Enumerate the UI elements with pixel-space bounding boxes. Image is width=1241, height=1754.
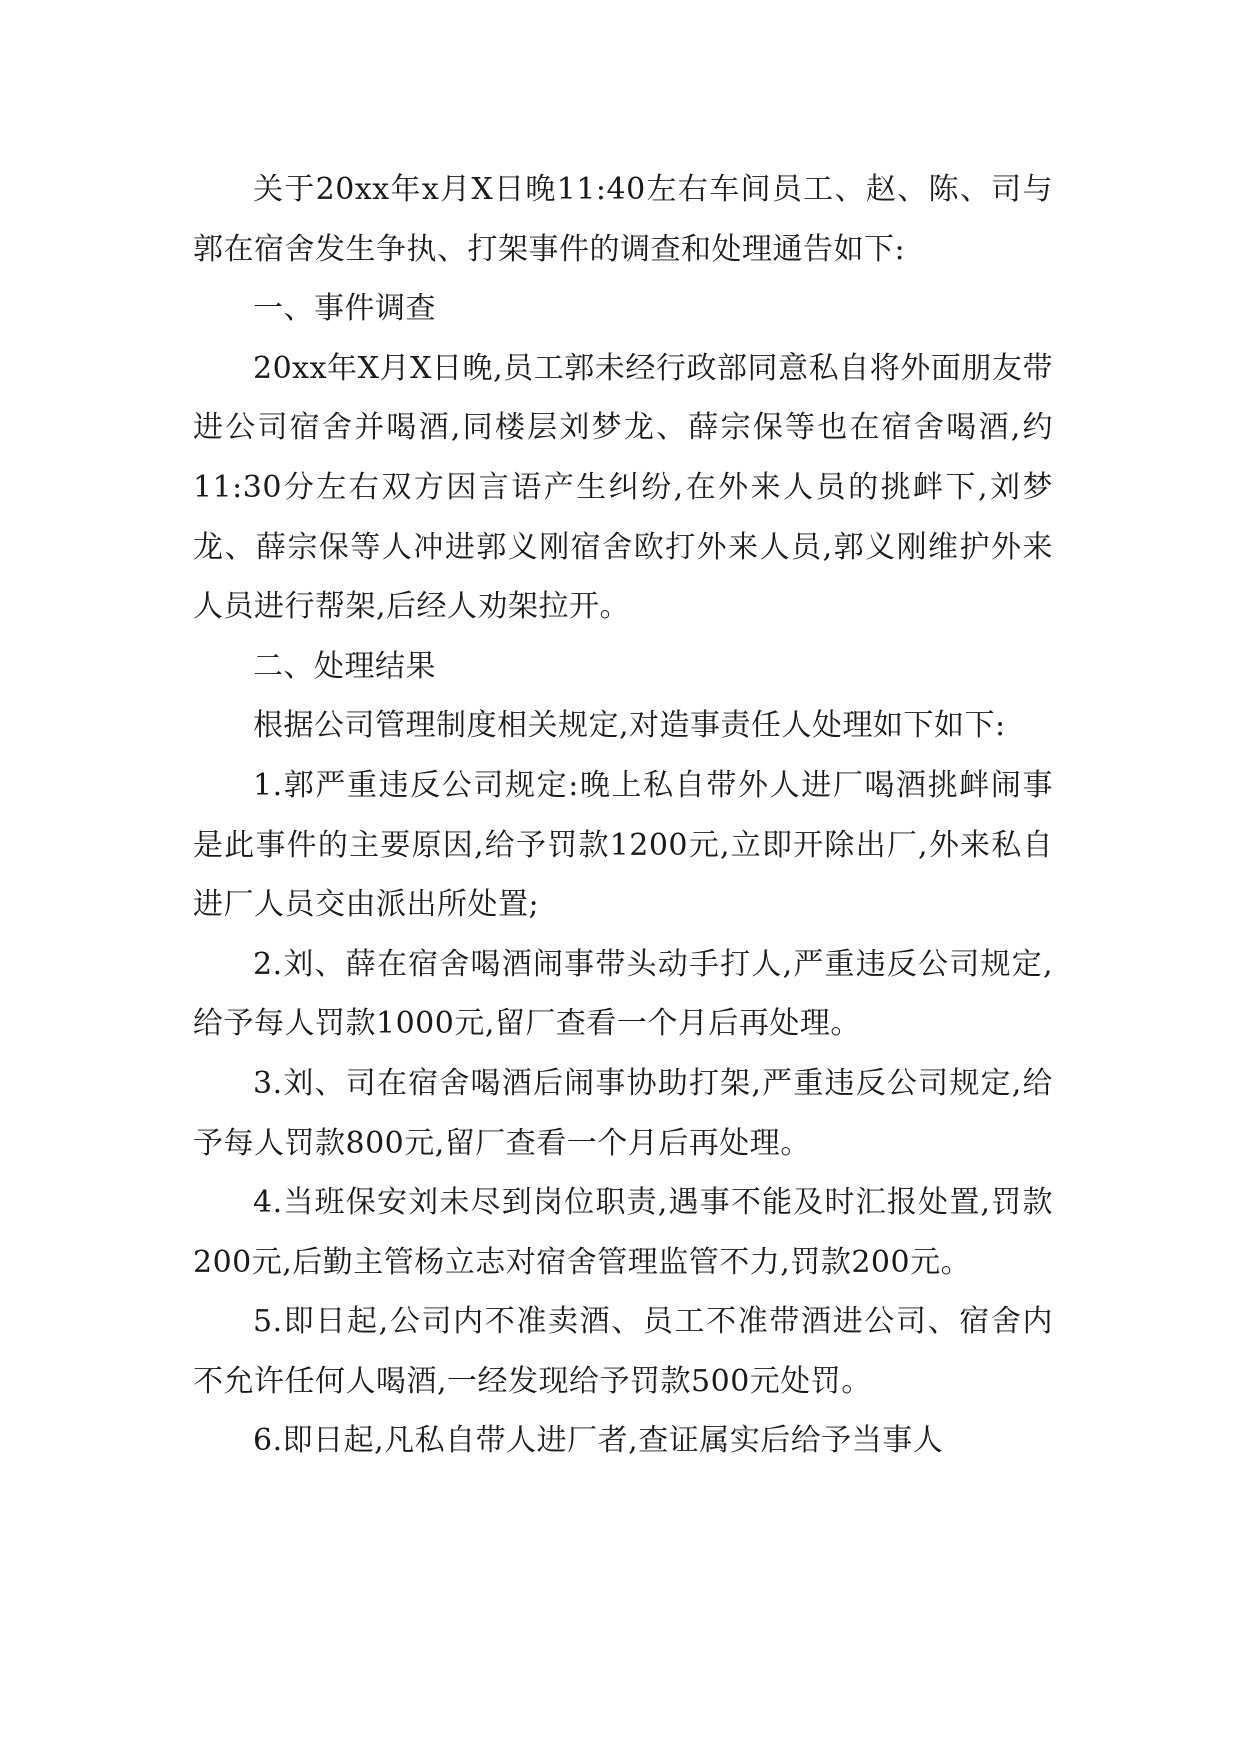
list-item-5: 5.即日起,公司内不准卖酒、员工不准带酒进公司、宿舍内不允许任何人喝酒,一经发现给予罚款500元处罚。: [193, 1304, 1053, 1399]
section-heading-investigation: 一、事件调查: [253, 291, 436, 327]
result-intro-paragraph: 根据公司管理制度相关规定,对造事责任人处理如下如下:: [253, 708, 1006, 744]
list-item-1: 1.郭严重违反公司规定:晚上私自带外人进厂喝酒挑衅闹事是此事件的主要原因,给予罚款1200元,立即开除出厂,外来私自进厂人员交由派出所处置;: [193, 767, 1053, 923]
list-item-4: 4.当班保安刘未尽到岗位职责,遇事不能及时汇报处置,罚款200元,后勤主管杨立志对宿舍管理监管不力,罚款200元。: [193, 1185, 1053, 1280]
investigation-paragraph: 20xx年X月X日晚,员工郭未经行政部同意私自将外面朋友带进公司宿舍并喝酒,同楼层刘梦龙、薛宗保等也在宿舍喝酒,约11:30分左右双方因言语产生纠纷,在外来人员的挑衅下,刘梦龙、薛宗保等人冲进郭义刚宿舍欧打外来人员,郭义刚维护外来人员进行帮架,后经人劝架拉开。: [193, 350, 1053, 625]
section-heading-result: 二、处理结果: [253, 648, 436, 684]
intro-paragraph: 关于20xx年x月X日晚11:40左右车间员工、赵、陈、司与郭在宿舍发生争执、打架事件的调查和处理通告如下:: [193, 172, 1053, 267]
document-body: [193, 160, 1053, 1471]
list-item-3: 3.刘、司在宿舍喝酒后闹事协助打架,严重违反公司规定,给予每人罚款800元,留厂查看一个月后再处理。: [193, 1065, 1053, 1161]
list-item-2: 2.刘、薛在宿舍喝酒闹事带头动手打人,严重违反公司规定,给予每人罚款1000元,留厂查看一个月后再处理。: [193, 946, 1053, 1042]
list-item-6: 6.即日起,凡私自带人进厂者,查证属实后给予当事人: [253, 1423, 944, 1459]
